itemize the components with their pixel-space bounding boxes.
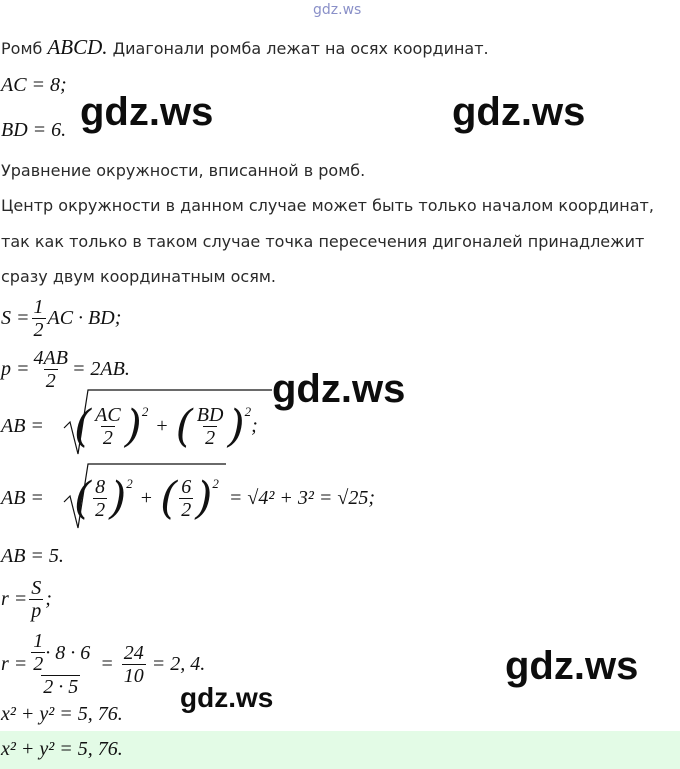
radius-formula — [1, 570, 52, 628]
center-text-3: сразу двум координатным осям. — [1, 267, 276, 286]
ab2-paren-close-1: ) — [109, 472, 127, 524]
ab1-frac1-num: AC — [95, 403, 121, 426]
r2-end: = 2, 4. — [151, 652, 206, 675]
ab2-frac1-den: 2 — [95, 498, 106, 521]
ab-result: AB = 5. — [1, 545, 64, 567]
r2-big-fraction — [29, 630, 92, 698]
r2-inner-fraction — [31, 630, 45, 675]
ab2-frac1-num: 8 — [95, 475, 106, 498]
watermark-top: gdz.ws — [313, 2, 362, 18]
ab1-lhs: AB = — [1, 414, 44, 437]
perimeter-frac-num: 4AB — [33, 346, 68, 369]
watermark-1: gdz.ws — [80, 90, 214, 134]
ab1-paren-open-2: ( — [175, 400, 193, 452]
perimeter-frac-den: 2 — [45, 369, 56, 392]
ab2-paren-close-2: ) — [195, 472, 213, 524]
intro-line — [1, 35, 489, 60]
r2-fraction — [122, 642, 146, 687]
ab1-paren-open-1: ( — [73, 400, 92, 452]
ab2-lhs: AB = — [1, 486, 44, 509]
bd-value: BD = 6. — [1, 119, 67, 141]
r2-inner-num: 1 — [33, 630, 44, 652]
area-formula — [1, 290, 121, 346]
intro-prefix: Ромб — [1, 39, 43, 58]
area-fraction — [32, 296, 46, 341]
ab2-exp-1: 2 — [126, 476, 133, 491]
ab1-end: ; — [251, 414, 258, 437]
center-text-2: так как только в таком случае точка пересечения дигоналей принадлежит — [1, 232, 645, 251]
ab2-paren-open-1: ( — [73, 472, 92, 524]
perimeter-lhs: p = — [1, 357, 30, 380]
ab2-radical-sign — [62, 462, 232, 532]
ab1-frac2-num: BD — [196, 403, 224, 426]
ab1-exp-1: 2 — [141, 404, 149, 419]
ab2-exp-2: 2 — [212, 476, 219, 491]
ab1-frac2-den: 2 — [205, 426, 216, 449]
watermark-2: gdz.ws — [452, 90, 586, 134]
ab1-plus: + — [156, 414, 168, 437]
r1-frac-den: p — [31, 599, 42, 622]
center-text-1: Центр окружности в данном случае может быть только началом координат, — [1, 196, 654, 215]
ab1-radical-sign — [62, 388, 282, 458]
perimeter-fraction — [32, 347, 70, 392]
ab2-paren-open-2: ( — [160, 472, 178, 524]
radius-computation — [1, 626, 205, 702]
r2-big-num — [29, 630, 92, 675]
ab2-frac2-den: 2 — [181, 498, 192, 521]
r2-mid: = — [100, 652, 114, 675]
ab1-frac1-den: 2 — [102, 426, 113, 449]
r1-end: ; — [45, 587, 52, 610]
r2-frac-den: 10 — [123, 664, 144, 687]
ab2-plus: + — [140, 486, 153, 509]
equation-title: Уравнение окружности, вписанной в ромб. — [1, 161, 366, 180]
area-rhs: AC · BD; — [47, 306, 122, 329]
area-frac-den: 2 — [33, 318, 44, 341]
ac-value: AC = 8; — [1, 74, 67, 96]
watermark-4: gdz.ws — [505, 644, 639, 688]
perimeter-rhs: = 2AB. — [71, 357, 130, 380]
r1-fraction — [29, 577, 43, 622]
area-lhs: S = — [1, 306, 30, 329]
ab1-paren-close-2: ) — [227, 400, 245, 452]
circle-equation-final: x² + y² = 5, 76. — [1, 738, 123, 760]
watermark-5: gdz.ws — [180, 682, 274, 713]
ab1-paren-close-1: ) — [124, 400, 142, 452]
circle-equation-1: x² + y² = 5, 76. — [1, 703, 127, 726]
r2-big-den: 2 · 5 — [43, 676, 79, 698]
intro-suffix: Диагонали ромба лежат на осях координат. — [112, 39, 489, 58]
area-frac-num: 1 — [33, 295, 44, 318]
r2-lhs: r = — [1, 652, 28, 675]
r1-frac-num: S — [31, 576, 42, 599]
r2-frac-num: 24 — [123, 641, 144, 664]
ab2-rhs: = √4² + 3² = √25; — [228, 486, 375, 509]
ab2-frac2-num: 6 — [181, 475, 192, 498]
r1-lhs: r = — [1, 587, 28, 610]
intro-math: ABCD. — [47, 35, 108, 59]
r2-num-rest: · 8 · 6 — [45, 641, 91, 664]
ab1-exp-2: 2 — [244, 404, 252, 419]
watermark-3: gdz.ws — [272, 367, 406, 411]
r2-inner-den: 2 — [33, 653, 44, 675]
